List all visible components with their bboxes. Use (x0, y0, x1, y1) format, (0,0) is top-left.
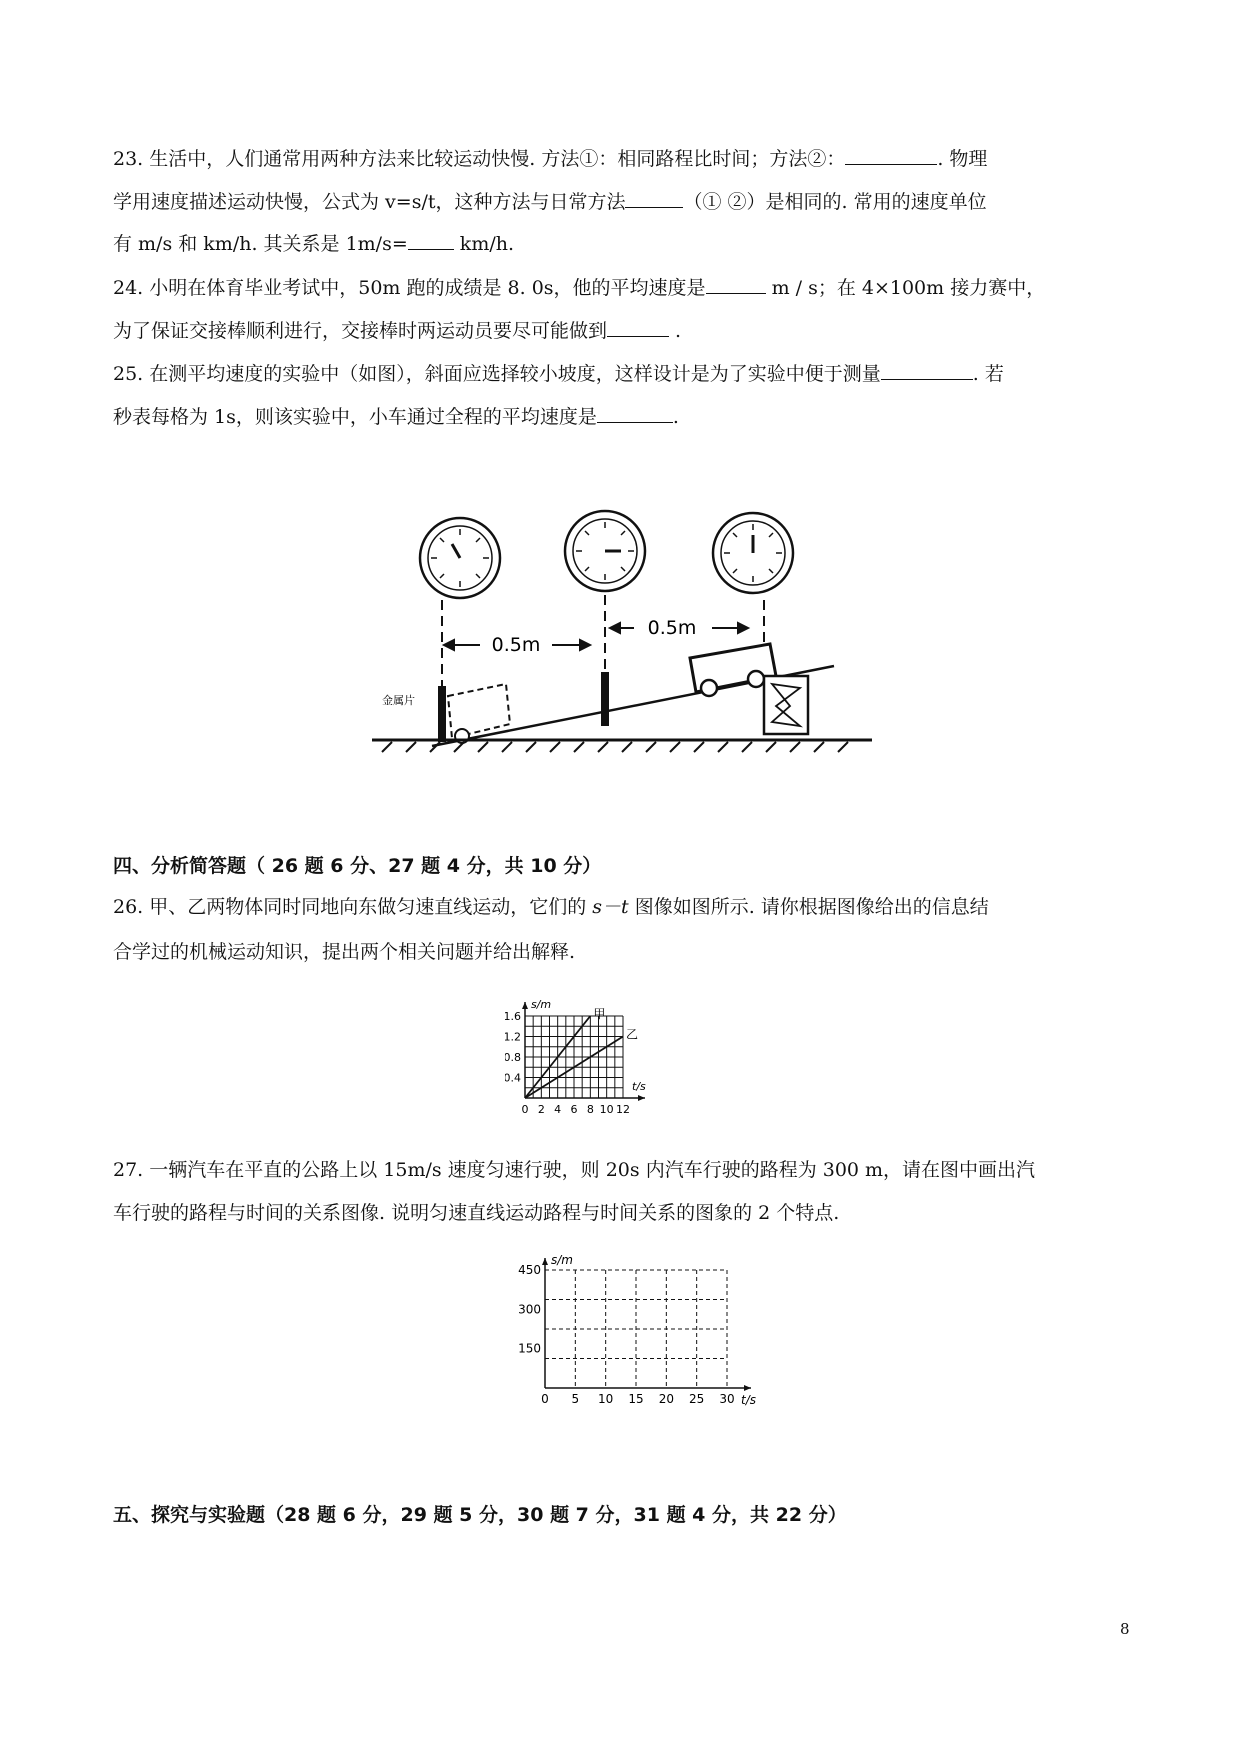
q25-line1 (113, 361, 1004, 386)
q23-blank-1[interactable] (845, 146, 937, 165)
q23-blank-2[interactable] (625, 189, 683, 208)
distance-label-2: 0.5m (647, 617, 697, 639)
x-tick-label: 2 (537, 1103, 545, 1116)
st-chart-2-svg (505, 1248, 805, 1408)
x-tick-label: 15 (628, 1392, 644, 1406)
y-axis-arrow-icon (522, 1002, 528, 1009)
y-tick-label: 150 (518, 1341, 541, 1356)
q24-text: m / s；在 4×100m 接力赛中， (765, 277, 1046, 299)
distance-label-1: 0.5m (491, 634, 541, 656)
q23-text: 学用速度描述运动快慢，公式为 v=s/t，这种方法与日常方法 (113, 191, 626, 213)
q23-text: 23. 生活中，人们通常用两种方法来比较运动快慢. 方法①：相同路程比时间；方法②： (113, 148, 846, 170)
q23-text: km/h. (453, 233, 515, 255)
y-axis-label: s/m (551, 1253, 573, 1267)
y-tick-label: 450 (518, 1263, 541, 1277)
y-tick-label: 1.2 (505, 1030, 521, 1044)
q24-line1 (113, 275, 1045, 300)
x-tick-label: 25 (689, 1392, 705, 1406)
x-tick-label: 6 (570, 1103, 578, 1116)
x-tick-label: 20 (658, 1392, 674, 1406)
q23-text: （① ②）是相同的. 常用的速度单位 (683, 191, 987, 213)
x-axis-label: t/s (741, 1393, 756, 1407)
q25-text: 秒表每格为 1s，则该实验中，小车通过全程的平均速度是 (113, 406, 597, 428)
q23-text: . 物理 (937, 148, 988, 170)
q23-line1 (113, 146, 987, 171)
section-4-heading: 四、分析简答题（ 26 题 6 分、27 题 4 分，共 10 分） (113, 855, 602, 877)
metal-plate-label: 金属片 (382, 694, 415, 707)
x-axis-label: t/s (632, 1080, 646, 1093)
q24-text: . (669, 320, 682, 342)
q24-line2 (113, 318, 681, 343)
st-chart-2 (505, 1248, 805, 1408)
x-tick-label: 10 (599, 1103, 614, 1116)
q24-text: 为了保证交接棒顺利进行，交接棒时两运动员要尽可能做到 (113, 320, 608, 342)
q23-text: 有 m/s 和 km/h. 其关系是 1m/s= (113, 233, 408, 255)
q26-line1 (113, 895, 989, 919)
q25-blank-1[interactable] (881, 361, 973, 380)
q25-text: . 若 (972, 363, 1004, 385)
q26-math: s－t (592, 896, 629, 918)
stopwatch-icon (420, 518, 500, 598)
q26-text: 26. 甲、乙两物体同时同地向东做匀速直线运动，它们的 (113, 896, 593, 918)
x-tick-label: 30 (719, 1392, 735, 1406)
x-tick-label: 0 (521, 1103, 529, 1116)
ground-hatching (382, 742, 848, 752)
q23-line2 (113, 189, 987, 214)
st-chart-1 (505, 994, 745, 1124)
middle-post (601, 672, 609, 726)
series-label: 乙 (626, 1027, 639, 1042)
q24-text: 24. 小明在体育毕业考试中，50m 跑的成绩是 8. 0s，他的平均速度是 (113, 277, 706, 299)
incline-figure (372, 508, 872, 770)
q26-text: 图像如图所示. 请你根据图像给出的信息结 (628, 896, 989, 918)
x-tick-label: 5 (571, 1392, 580, 1406)
incline-figure-svg (372, 508, 872, 770)
y-tick-label: 300 (518, 1302, 541, 1317)
section-5-heading: 五、探究与实验题（28 题 6 分，29 题 5 分，30 题 7 分，31 题 4 分，共 22 分） (113, 1504, 847, 1526)
q23-blank-3[interactable] (408, 231, 454, 250)
series-label: 甲 (593, 1007, 606, 1021)
q25-blank-2[interactable] (597, 404, 673, 423)
y-tick-label: 0.8 (505, 1051, 521, 1064)
y-tick-label: 1.6 (505, 1010, 521, 1023)
x-tick-label: 4 (554, 1103, 562, 1116)
stopwatch-icon (565, 511, 645, 591)
q27-line1: 27. 一辆汽车在平直的公路上以 15m/s 速度匀速行驶，则 20s 内汽车行驶的路程为 300 m，请在图中画出汽 (113, 1159, 1036, 1181)
q23-line3 (113, 231, 514, 256)
x-tick-label: 10 (598, 1392, 614, 1406)
y-tick-label: 0.4 (505, 1071, 521, 1085)
x-axis-arrow-icon (744, 1385, 751, 1391)
page-number: 8 (1120, 1620, 1130, 1638)
x-tick-label: 0 (541, 1392, 549, 1406)
support-block (764, 676, 808, 734)
x-tick-label: 12 (616, 1103, 630, 1116)
q25-line2 (113, 404, 679, 429)
q25-text: . (672, 406, 679, 428)
x-axis-arrow-icon (638, 1095, 645, 1101)
q24-blank-1[interactable] (706, 275, 766, 294)
q27-line2: 车行驶的路程与时间的关系图像. 说明匀速直线运动路程与时间关系的图象的 2 个特点. (113, 1202, 840, 1224)
q25-text: 25. 在测平均速度的实验中（如图），斜面应选择较小坡度，这样设计是为了实验中便于测量 (113, 363, 881, 385)
y-axis-arrow-icon (542, 1258, 548, 1265)
car-end-position (448, 684, 510, 743)
stopwatch-icon (713, 513, 793, 593)
q26-line2: 合学过的机械运动知识，提出两个相关问题并给出解释. (113, 941, 576, 963)
st-chart-1-svg (505, 994, 745, 1124)
q24-blank-2[interactable] (607, 318, 669, 337)
x-tick-label: 8 (586, 1103, 594, 1116)
metal-plate (438, 686, 446, 742)
y-axis-label: s/m (531, 998, 552, 1011)
